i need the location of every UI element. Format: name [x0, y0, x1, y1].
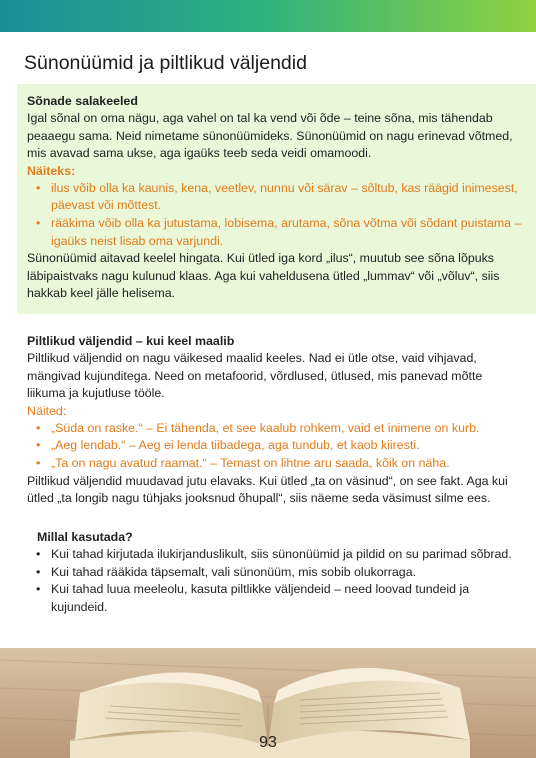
bullet-icon: •: [36, 582, 41, 597]
bullet-icon: •: [36, 455, 41, 470]
list-item-text: „Ta on nagu avatud raamat.“ – Temast on lihtne aru saada, kõik on näha.: [51, 455, 450, 470]
list-item: [36, 180, 526, 215]
synonyms-examples-label: Näiteks:: [27, 163, 76, 178]
bullet-icon: •: [36, 215, 41, 230]
synonyms-section: [17, 84, 536, 314]
figurative-examples-label: Näited:: [27, 403, 67, 418]
list-item-text: „Süda on raske.“ – Ei tähenda, et see kaalub rohkem, vaid et inimene on kurb.: [51, 420, 480, 435]
list-item-text: „Aeg lendab.“ – Aeg ei lenda tiibadega, aga tundub, et kaob kiiresti.: [51, 438, 420, 453]
list-item: [36, 420, 517, 438]
figurative-examples-list: [27, 420, 517, 473]
list-item-text: Kui tahad kirjutada ilukirjanduslikult, siis sünonüümid ja pildid on su parimad sõbrad.: [51, 547, 512, 561]
bullet-icon: •: [36, 547, 41, 561]
synonyms-heading: Sõnade salakeeled: [27, 94, 138, 108]
list-item-text: ilus võib olla ka kaunis, kena, veetlev, nunnu või särav – sõltub, kas räägid inimesest, päevast või mõttest.: [51, 180, 518, 213]
when-to-use-heading: Millal kasutada?: [37, 530, 133, 544]
list-item-text: Kui tahad luua meeleolu, kasuta piltlikke väljendeid – need loovad tundeid ja kujundeid.: [51, 582, 470, 614]
list-item-text: Kui tahad rääkida täpsemalt, vali sünonüüm, mis sobib olukorraga.: [51, 564, 417, 579]
page-number: 93: [259, 734, 277, 751]
list-item-text: rääkima võib olla ka jutustama, lobisema, arutama, sõna võtma või sõdant puistama – igaüks neist lisab oma varjundi.: [51, 215, 522, 248]
header-gradient-bar: [0, 0, 536, 32]
list-item: [36, 215, 526, 250]
figurative-heading: Piltlikud väljendid – kui keel maalib: [27, 334, 235, 348]
bullet-icon: •: [36, 564, 41, 579]
bullet-icon: •: [36, 420, 41, 435]
when-to-use-section: [27, 529, 517, 616]
figurative-outro: Piltlikud väljendid muudavad jutu elavaks. Kui ütled „ta on väsinud“, on see fakt. Aga kui ütled „ta longib nagu tühjaks jooksnud õhupall“, siis näeme seda väsimust silme ees.: [27, 473, 508, 506]
figurative-intro: Piltlikud väljendid on nagu väikesed maalid keeles. Nad ei ütle otse, vaid vihjavad, mängivad kujunditega. Need on metafoorid, võrdlused, ütlused, mis panevad mõtte liikuma ja kujutluse tööle.: [27, 351, 483, 401]
list-item: [36, 455, 517, 473]
synonyms-intro: Igal sõnal on oma nägu, aga vahel on tal ka vend või õde – teine sõna, mis tähendab peaaegu sama. Neid nimetame sünonüümideks. Sünonüümid on nagu erinevad võtmed, mis avavad sama ukse, aga igaüks teeb seda veidi omamoodi.: [27, 111, 513, 161]
list-item: [36, 564, 517, 582]
bullet-icon: •: [36, 180, 41, 195]
synonyms-examples-list: [27, 180, 526, 250]
list-item: [36, 581, 517, 616]
list-item: [36, 546, 517, 564]
list-item: [36, 437, 517, 455]
figurative-section: [17, 333, 517, 508]
when-to-use-list: [27, 546, 517, 616]
page-title: Sünonüümid ja piltlikud väljendid: [24, 52, 307, 74]
synonyms-outro: Sünonüümid aitavad keelel hingata. Kui ütled iga kord „ilus“, muutub see sõna lõpuks läbipaistvaks nagu kulunud klaas. Aga kui vaheldusena ütled „lummav“ või „võluv“, siis hakkab keel jälle helisema.: [27, 251, 500, 301]
bullet-icon: •: [36, 438, 41, 453]
